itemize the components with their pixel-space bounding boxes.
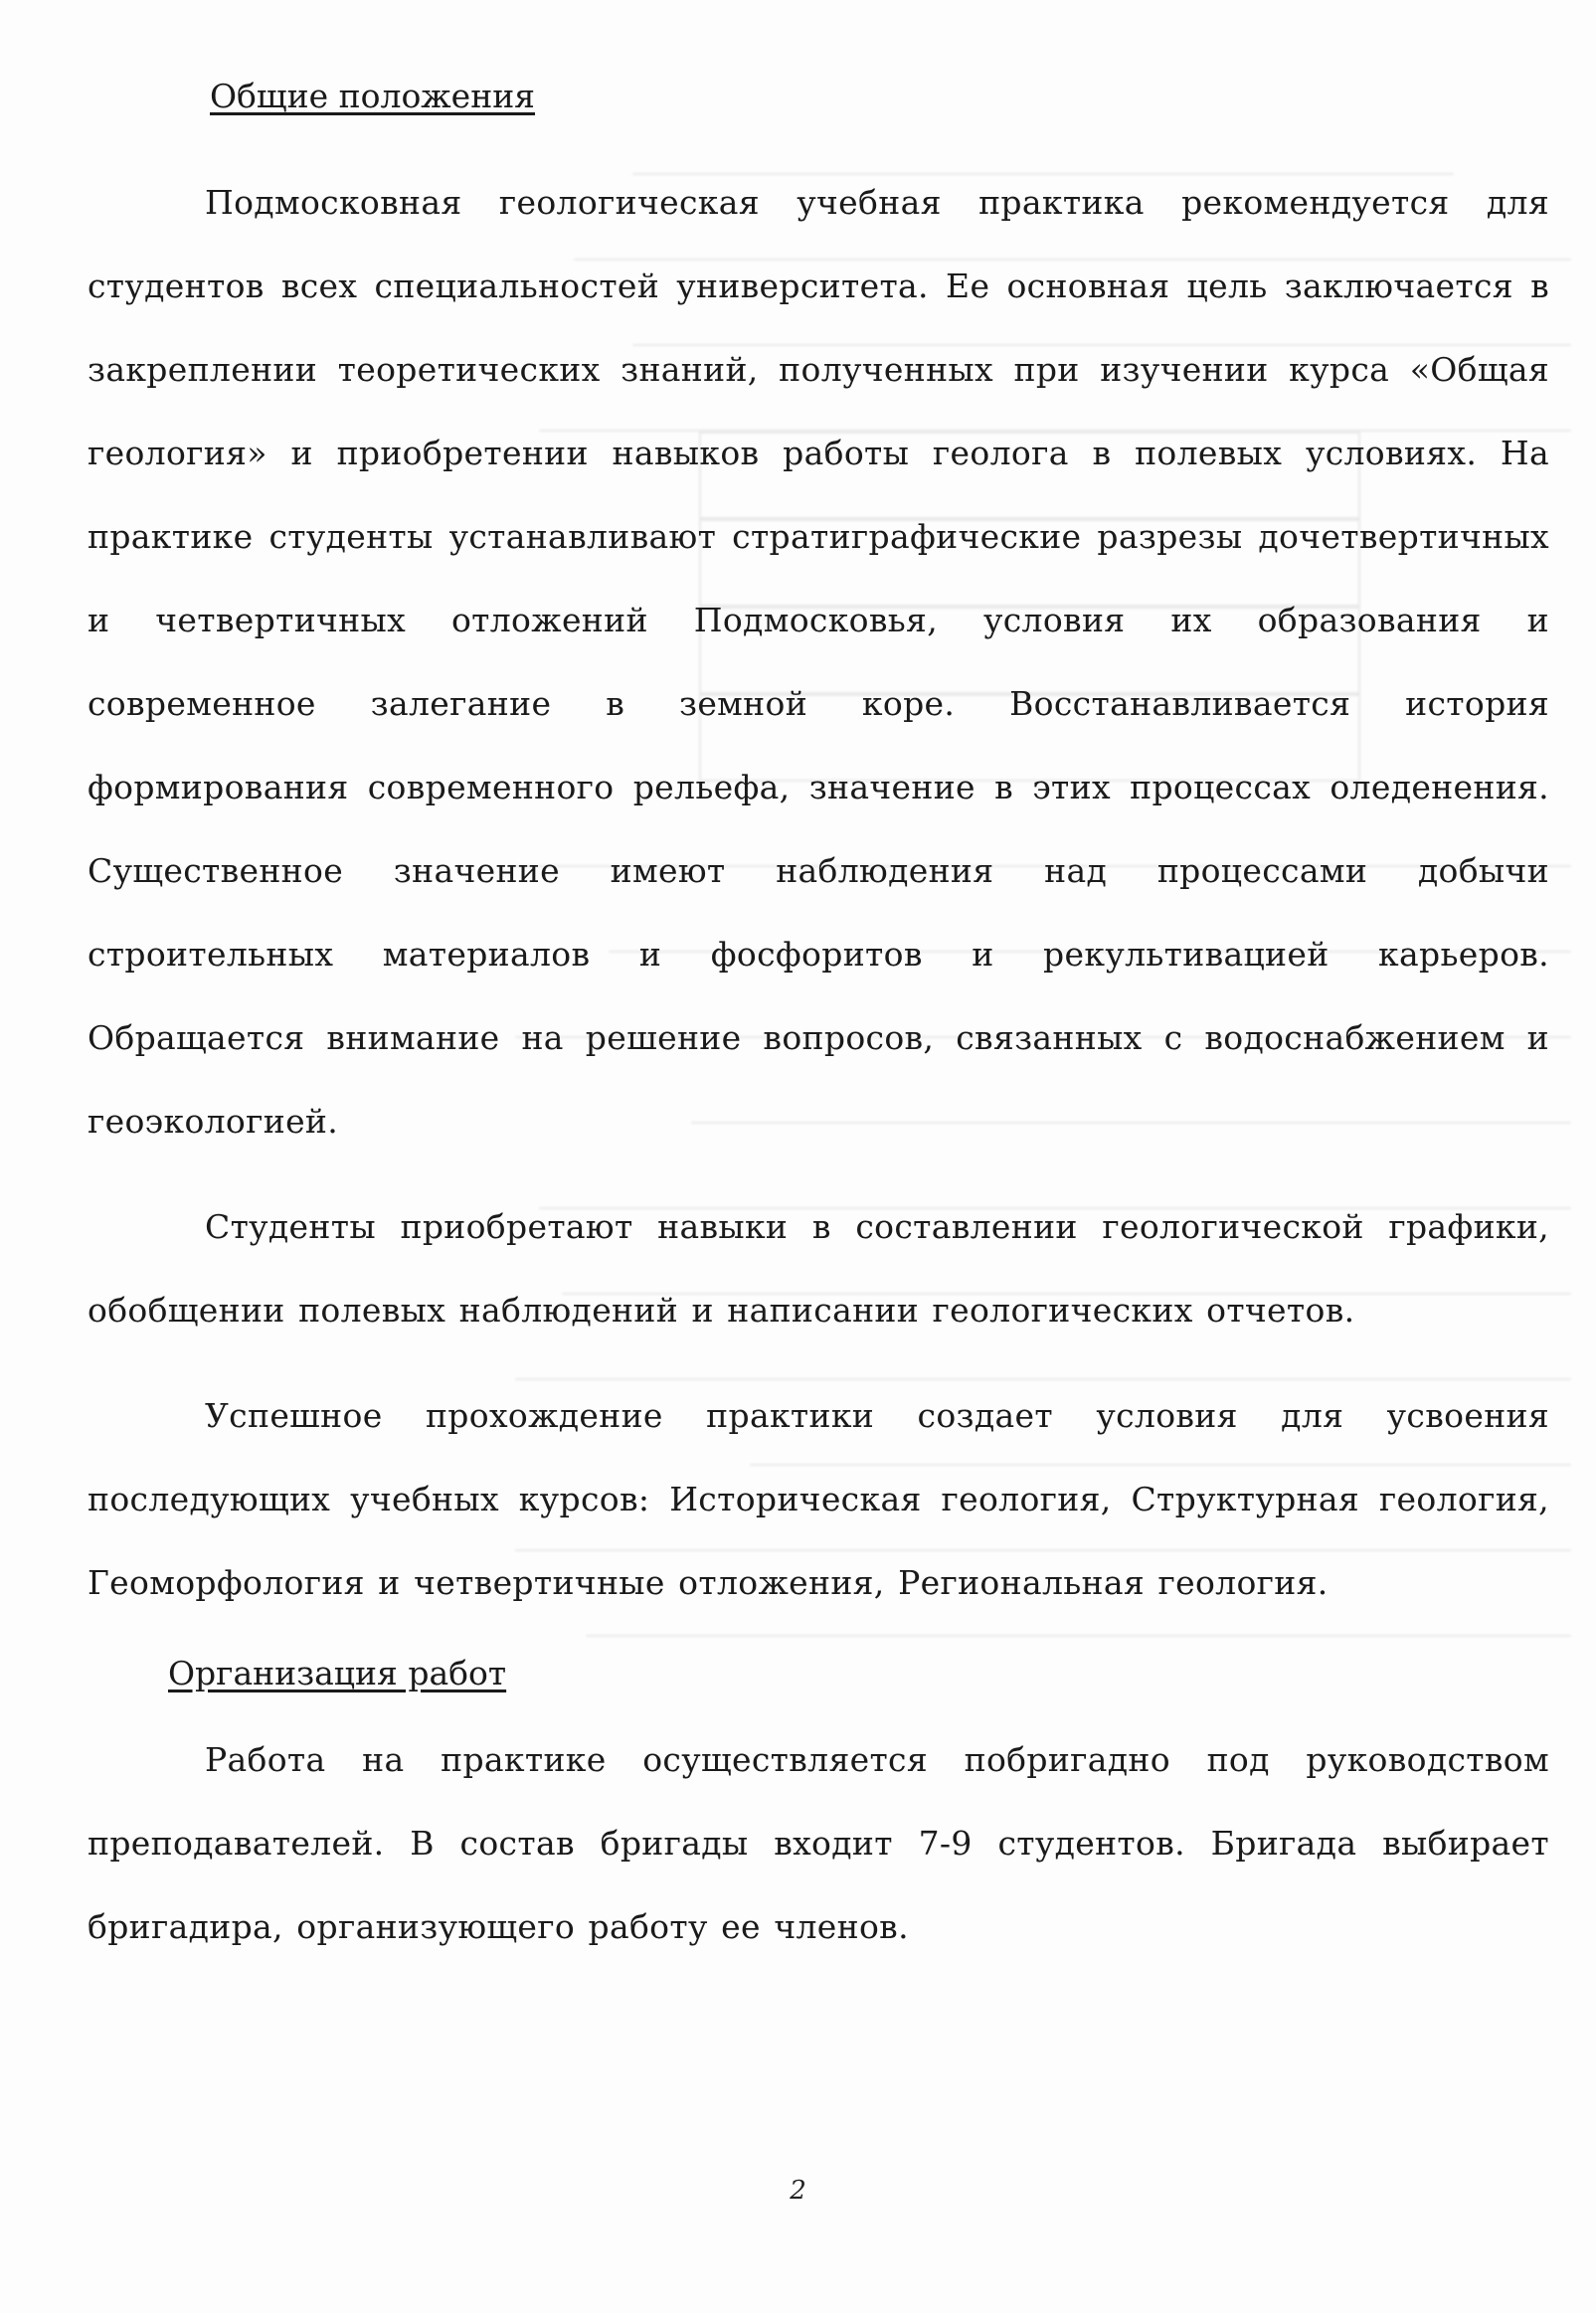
document-body	[88, 62, 1549, 1969]
paragraph-general-2: Студенты приобретают навыки в составлении геологической графики, обобщении полевых наблюдений и написании геологических отчетов.	[88, 1207, 1549, 1330]
section-heading-general: Общие положения	[210, 77, 536, 115]
section-heading-organization: Организация работ	[168, 1654, 507, 1692]
paragraph-general-1: Подмосковная геологическая учебная практика рекомендуется для студентов всех специальностей университета. Ее основная цель заключается в закреплении теоретических знаний, полученных при изучении курса «Общая геология» и приобретении навыков работы геолога в полевых условиях. На практике студенты устанавливают стратиграфические разрезы дочетвертичных и четвертичных отложений Подмосковья, условия их образования и современное залегание в земной коре. Восстанавливается история формирования современного рельефа, значение в этих процессах оледенения. Существенное значение имеют наблюдения над процессами добычи строительных материалов и фосфоритов и рекультивацией карьеров. Обращается внимание на решение вопросов, связанных с водоснабжением и геоэкологией.	[88, 183, 1549, 1141]
paragraph-general-3: Успешное прохождение практики создает условия для усвоения последующих учебных курсов: Историческая геология, Структурная геология, Геоморфология и четвертичные отложения, Региональная геология.	[88, 1396, 1549, 1602]
paragraph-organization-1: Работа на практике осуществляется побригадно под руководством преподавателей. В состав бригады входит 7-9 студентов. Бригада выбирает бригадира, организующего работу ее членов.	[88, 1740, 1549, 1946]
page-number: 2	[790, 2176, 806, 2206]
